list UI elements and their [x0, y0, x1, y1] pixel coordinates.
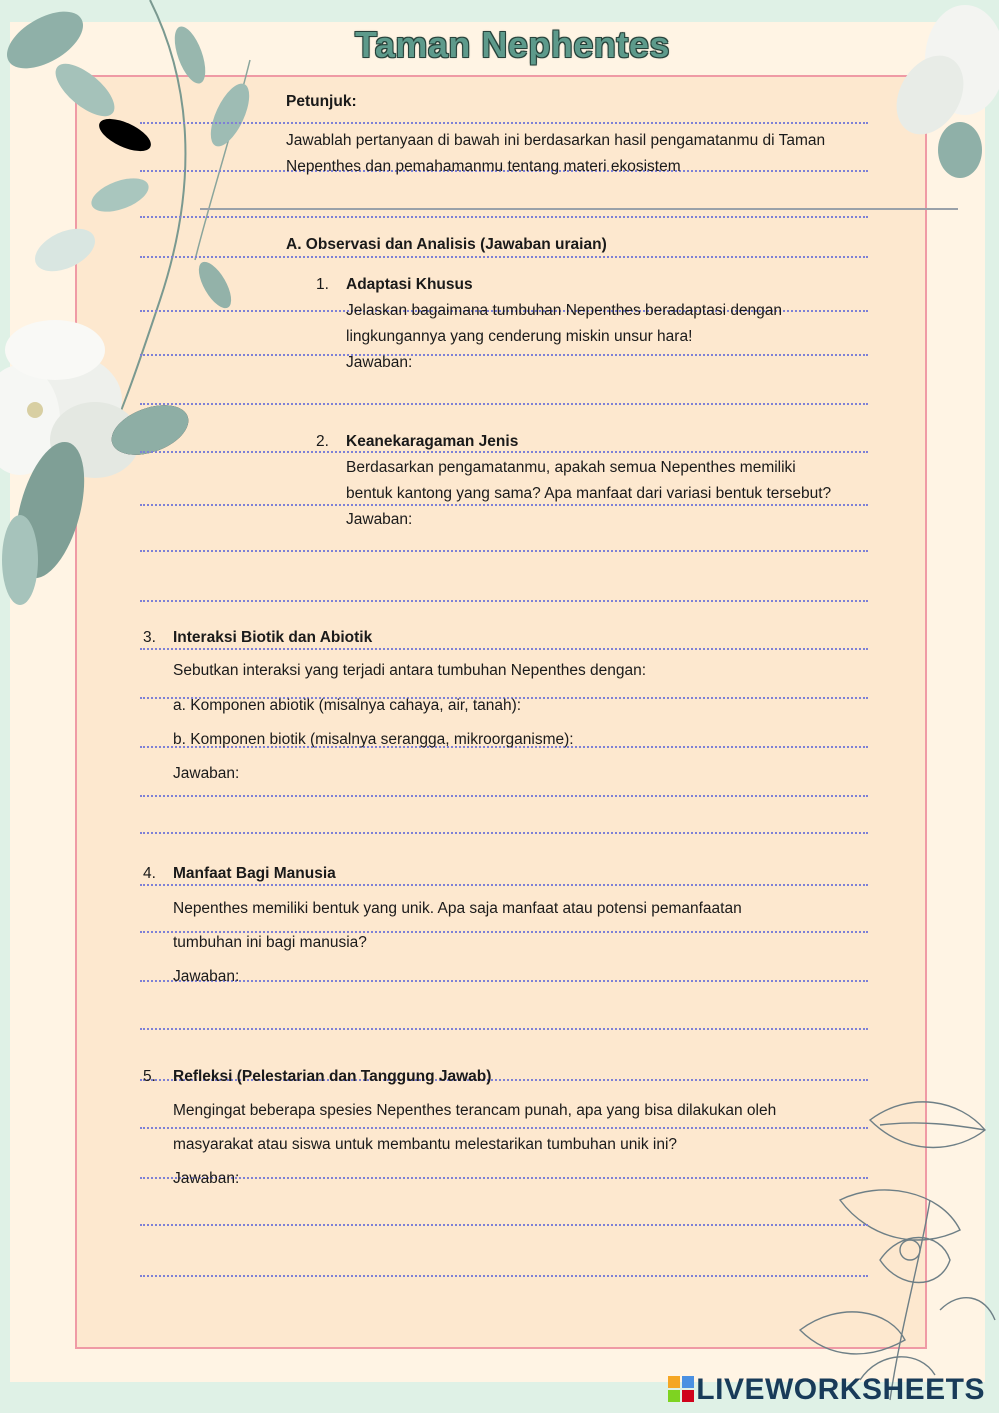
answer-label: Jawaban:: [173, 765, 240, 782]
answer-line[interactable]: [140, 256, 868, 258]
answer-line[interactable]: [140, 403, 868, 405]
question-text: Sebutkan interaksi yang terjadi antara tumbuhan Nepenthes dengan:: [173, 662, 647, 679]
question-text: Berdasarkan pengamatanmu, apakah semua Nepenthes memiliki: [346, 459, 796, 476]
answer-line[interactable]: [140, 1177, 868, 1179]
section-divider: [200, 208, 958, 210]
question-text: b. Komponen biotik (misalnya serangga, mikroorganisme):: [173, 731, 574, 748]
answer-line[interactable]: [140, 122, 868, 124]
answer-line[interactable]: [140, 980, 868, 982]
answer-line[interactable]: [140, 884, 868, 886]
answer-line[interactable]: [140, 1224, 868, 1226]
answer-label: Jawaban:: [346, 511, 413, 528]
instructions-text: Nepenthes dan pemahamanmu tentang materi ekosistem: [286, 158, 681, 175]
answer-line[interactable]: [140, 354, 868, 356]
question-title: Refleksi (Pelestarian dan Tanggung Jawab): [173, 1068, 492, 1085]
page-title: Taman Nephentes: [355, 24, 670, 65]
question-text: bentuk kantong yang sama? Apa manfaat dari variasi bentuk tersebut?: [346, 485, 832, 502]
answer-label: Jawaban:: [173, 968, 240, 985]
answer-line[interactable]: [140, 648, 868, 650]
question-text: Jelaskan bagaimana tumbuhan Nepenthes beradaptasi dengan: [346, 302, 783, 319]
question-number: 2.: [316, 433, 329, 450]
question-title: Keanekaragaman Jenis: [346, 433, 519, 450]
section-heading: A. Observasi dan Analisis (Jawaban uraian): [286, 236, 607, 253]
question-text: tumbuhan ini bagi manusia?: [173, 934, 367, 951]
liveworksheets-logo[interactable]: [668, 1373, 985, 1407]
answer-line[interactable]: [140, 1275, 868, 1277]
question-number: 3.: [143, 629, 156, 646]
question-text: Mengingat beberapa spesies Nepenthes terancam punah, apa yang bisa dilakukan oleh: [173, 1102, 777, 1119]
answer-line[interactable]: [140, 451, 868, 453]
answer-line[interactable]: [140, 832, 868, 834]
liveworksheets-icon: [668, 1376, 694, 1402]
answer-line[interactable]: [140, 504, 868, 506]
question-number: 1.: [316, 276, 329, 293]
answer-line[interactable]: [140, 216, 868, 218]
question-number: 5.: [143, 1068, 156, 1085]
question-title: Adaptasi Khusus: [346, 276, 473, 293]
question-text: lingkungannya yang cenderung miskin unsur hara!: [346, 328, 693, 345]
question-text: masyarakat atau siswa untuk membantu melestarikan tumbuhan unik ini?: [173, 1136, 678, 1153]
question-number: 4.: [143, 865, 156, 882]
answer-line[interactable]: [140, 1127, 868, 1129]
brand-text: LIVEWORKSHEETS: [696, 1373, 985, 1406]
instructions-heading: Petunjuk:: [286, 93, 357, 110]
question-text: a. Komponen abiotik (misalnya cahaya, air, tanah):: [173, 697, 522, 714]
question-title: Interaksi Biotik dan Abiotik: [173, 629, 373, 646]
instructions-text: Jawablah pertanyaan di bawah ini berdasarkan hasil pengamatanmu di Taman: [286, 132, 826, 149]
question-text: Nepenthes memiliki bentuk yang unik. Apa saja manfaat atau potensi pemanfaatan: [173, 900, 742, 917]
question-title: Manfaat Bagi Manusia: [173, 865, 336, 882]
answer-line[interactable]: [140, 550, 868, 552]
answer-line[interactable]: [140, 600, 868, 602]
answer-label: Jawaban:: [346, 354, 413, 371]
answer-label: Jawaban:: [173, 1170, 240, 1187]
answer-line[interactable]: [140, 1028, 868, 1030]
answer-line[interactable]: [140, 795, 868, 797]
